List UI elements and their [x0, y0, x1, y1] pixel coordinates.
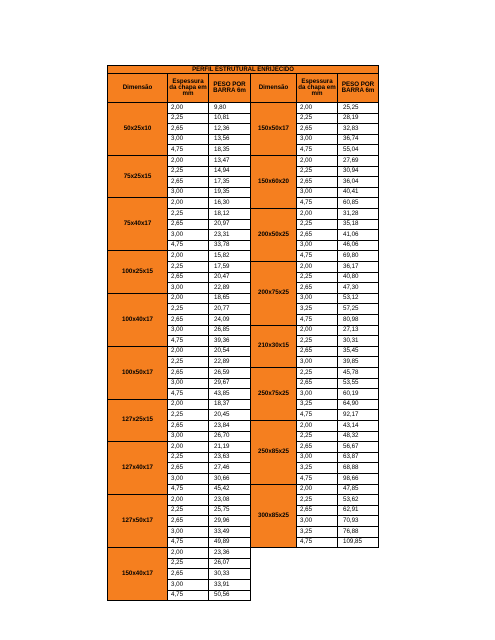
weight-cell-left: 23,08: [208, 494, 251, 506]
dimension-cell-left: 75x25x15: [107, 155, 168, 198]
thickness-cell-right: 2,25: [296, 335, 338, 347]
thickness-cell-right: 2,00: [296, 325, 338, 337]
weight-cell-right: 45,78: [337, 367, 379, 379]
thickness-cell-left: 3,00: [167, 282, 209, 294]
weight-cell-right: 69,80: [337, 250, 379, 262]
dimension-cell-right: 250x85x25: [250, 420, 297, 485]
dimension-cell-left: 100x25x15: [107, 250, 168, 293]
weight-cell-right: 68,88: [337, 462, 379, 474]
thickness-cell-right: 3,00: [296, 240, 338, 252]
weight-cell-left: 18,35: [208, 144, 251, 156]
thickness-cell-right: 3,00: [296, 356, 338, 368]
weight-cell-right: 27,69: [337, 155, 379, 167]
weight-cell-right: 92,17: [337, 409, 379, 421]
thickness-cell-right: 3,00: [296, 293, 338, 305]
weight-cell-left: 26,07: [208, 558, 251, 570]
thickness-cell-left: 2,25: [167, 113, 209, 125]
weight-cell-right: 25,25: [337, 102, 379, 114]
thickness-cell-right: 2,65: [296, 176, 338, 188]
thickness-cell-left: 2,65: [167, 462, 209, 474]
weight-cell-left: 23,84: [208, 420, 251, 432]
weight-cell-left: 20,54: [208, 346, 251, 358]
weight-cell-left: 14,94: [208, 166, 251, 178]
dimension-cell-right: 250x75x25: [250, 367, 297, 421]
weight-cell-left: 30,33: [208, 568, 251, 580]
weight-cell-left: 10,81: [208, 113, 251, 125]
weight-cell-left: 45,42: [208, 484, 251, 496]
thickness-cell-left: 2,65: [167, 515, 209, 527]
thickness-cell-right: 3,00: [296, 388, 338, 400]
weight-cell-left: 21,19: [208, 441, 251, 453]
weight-cell-right: 56,67: [337, 441, 379, 453]
thickness-cell-right: 2,00: [296, 261, 338, 273]
weight-cell-right: 40,41: [337, 187, 379, 199]
thickness-cell-right: 2,00: [296, 102, 338, 114]
thickness-cell-left: 3,00: [167, 187, 209, 199]
thickness-cell-right: 4,75: [296, 473, 338, 485]
weight-cell-right: 43,14: [337, 420, 379, 432]
weight-cell-left: 49,89: [208, 537, 251, 549]
weight-cell-left: 43,85: [208, 388, 251, 400]
thickness-cell-left: 2,25: [167, 505, 209, 517]
thickness-cell-left: 2,25: [167, 166, 209, 178]
weight-cell-left: 33,49: [208, 526, 251, 538]
weight-cell-right: 62,91: [337, 505, 379, 517]
weight-cell-right: 70,93: [337, 515, 379, 527]
thickness-cell-right: 4,75: [296, 144, 338, 156]
thickness-cell-right: 2,00: [296, 155, 338, 167]
thickness-cell-left: 3,00: [167, 229, 209, 241]
thickness-cell-left: 2,25: [167, 558, 209, 570]
weight-cell-left: 15,82: [208, 250, 251, 262]
dimension-cell-left: 127x50x17: [107, 494, 168, 548]
thickness-cell-right: 3,25: [296, 526, 338, 538]
thickness-cell-right: 3,25: [296, 462, 338, 474]
thickness-cell-left: 3,00: [167, 526, 209, 538]
thickness-cell-right: 2,65: [296, 123, 338, 135]
weight-cell-right: 46,06: [337, 240, 379, 252]
weight-cell-right: 35,18: [337, 219, 379, 231]
thickness-cell-left: 2,00: [167, 346, 209, 358]
thickness-cell-left: 2,65: [167, 176, 209, 188]
weight-cell-left: 25,75: [208, 505, 251, 517]
thickness-cell-right: 3,00: [296, 134, 338, 146]
thickness-cell-left: 2,65: [167, 314, 209, 326]
weight-cell-left: 29,96: [208, 515, 251, 527]
weight-cell-left: 16,30: [208, 197, 251, 209]
thickness-cell-left: 4,75: [167, 388, 209, 400]
thickness-cell-left: 2,25: [167, 303, 209, 315]
weight-cell-right: 47,85: [337, 484, 379, 496]
weight-cell-left: 18,12: [208, 208, 251, 220]
thickness-cell-left: 3,00: [167, 378, 209, 390]
thickness-cell-left: 4,75: [167, 484, 209, 496]
weight-cell-right: 109,85: [337, 537, 379, 549]
thickness-cell-left: 2,25: [167, 409, 209, 421]
header-dimension-right: Dimensão: [250, 73, 297, 103]
thickness-cell-left: 2,25: [167, 208, 209, 220]
weight-cell-right: 36,04: [337, 176, 379, 188]
weight-cell-left: 20,45: [208, 409, 251, 421]
dimension-cell-right: 150x50x17: [250, 102, 297, 156]
weight-cell-right: 64,90: [337, 399, 379, 411]
dimension-cell-right: 210x30x15: [250, 325, 297, 368]
weight-cell-left: 20,97: [208, 219, 251, 231]
weight-cell-right: 57,25: [337, 303, 379, 315]
dimension-cell-left: 100x40x17: [107, 293, 168, 347]
weight-cell-left: 12,36: [208, 123, 251, 135]
weight-cell-right: 35,45: [337, 346, 379, 358]
thickness-cell-left: 2,00: [167, 494, 209, 506]
weight-cell-right: 27,13: [337, 325, 379, 337]
thickness-cell-right: 2,25: [296, 219, 338, 231]
weight-cell-right: 60,19: [337, 388, 379, 400]
thickness-cell-left: 2,25: [167, 356, 209, 368]
weight-cell-left: 18,65: [208, 293, 251, 305]
thickness-cell-right: 3,00: [296, 452, 338, 464]
thickness-cell-right: 4,75: [296, 314, 338, 326]
weight-cell-left: 27,46: [208, 462, 251, 474]
thickness-cell-right: 2,65: [296, 378, 338, 390]
weight-cell-right: 36,17: [337, 261, 379, 273]
weight-cell-right: 47,30: [337, 282, 379, 294]
thickness-cell-right: 2,65: [296, 229, 338, 241]
thickness-cell-right: 4,75: [296, 197, 338, 209]
dimension-cell-right: 200x75x25: [250, 261, 297, 326]
weight-cell-left: 20,47: [208, 272, 251, 284]
thickness-cell-right: 3,25: [296, 303, 338, 315]
thickness-cell-left: 3,00: [167, 134, 209, 146]
weight-cell-left: 50,56: [208, 590, 251, 602]
weight-cell-right: 63,87: [337, 452, 379, 464]
thickness-cell-left: 2,65: [167, 272, 209, 284]
weight-cell-left: 17,35: [208, 176, 251, 188]
weight-cell-left: 20,77: [208, 303, 251, 315]
thickness-cell-left: 2,65: [167, 568, 209, 580]
thickness-cell-right: 2,25: [296, 494, 338, 506]
weight-cell-right: 41,06: [337, 229, 379, 241]
weight-cell-left: 17,59: [208, 261, 251, 273]
weight-cell-right: 28,19: [337, 113, 379, 125]
thickness-cell-left: 4,75: [167, 240, 209, 252]
thickness-cell-right: 2,65: [296, 282, 338, 294]
dimension-cell-left: 75x40x17: [107, 197, 168, 251]
thickness-cell-left: 2,65: [167, 367, 209, 379]
header-thickness-right: Espessura da chapa em mm: [296, 73, 338, 103]
weight-cell-left: 19,35: [208, 187, 251, 199]
thickness-cell-left: 2,25: [167, 452, 209, 464]
weight-cell-left: 18,37: [208, 399, 251, 411]
header-weight-left: PESO POR BARRA 6m: [208, 73, 251, 103]
weight-cell-left: 24,09: [208, 314, 251, 326]
thickness-cell-left: 2,65: [167, 219, 209, 231]
thickness-cell-left: 4,75: [167, 144, 209, 156]
weight-cell-right: 48,32: [337, 431, 379, 443]
weight-cell-right: 53,12: [337, 293, 379, 305]
weight-cell-right: 80,98: [337, 314, 379, 326]
weight-cell-right: 60,85: [337, 197, 379, 209]
dimension-cell-left: 150x40x17: [107, 547, 168, 601]
thickness-cell-left: 2,00: [167, 155, 209, 167]
thickness-cell-left: 2,65: [167, 123, 209, 135]
weight-cell-right: 53,55: [337, 378, 379, 390]
weight-cell-left: 39,36: [208, 335, 251, 347]
thickness-cell-left: 2,00: [167, 293, 209, 305]
weight-cell-right: 31,28: [337, 208, 379, 220]
weight-cell-left: 13,56: [208, 134, 251, 146]
thickness-cell-left: 3,00: [167, 325, 209, 337]
weight-cell-left: 9,80: [208, 102, 251, 114]
weight-cell-left: 30,66: [208, 473, 251, 485]
thickness-cell-left: 2,25: [167, 261, 209, 273]
header-weight-right: PESO POR BARRA 6m: [337, 73, 379, 103]
thickness-cell-left: 2,00: [167, 102, 209, 114]
thickness-cell-right: 4,75: [296, 537, 338, 549]
thickness-cell-right: 4,75: [296, 250, 338, 262]
thickness-cell-right: 3,00: [296, 515, 338, 527]
thickness-cell-left: 2,65: [167, 420, 209, 432]
thickness-cell-right: 3,00: [296, 187, 338, 199]
weight-cell-right: 98,66: [337, 473, 379, 485]
dimension-cell-left: 100x50x17: [107, 346, 168, 400]
weight-cell-left: 23,36: [208, 547, 251, 559]
thickness-cell-right: 2,25: [296, 166, 338, 178]
weight-cell-right: 30,31: [337, 335, 379, 347]
thickness-cell-left: 2,00: [167, 197, 209, 209]
weight-cell-left: 13,47: [208, 155, 251, 167]
thickness-cell-right: 2,65: [296, 441, 338, 453]
weight-cell-right: 36,74: [337, 134, 379, 146]
thickness-cell-left: 4,75: [167, 335, 209, 347]
thickness-cell-left: 3,00: [167, 473, 209, 485]
weight-cell-right: 32,83: [337, 123, 379, 135]
thickness-cell-right: 2,00: [296, 484, 338, 496]
weight-cell-left: 22,89: [208, 282, 251, 294]
dimension-cell-right: 200x50x25: [250, 208, 297, 262]
dimension-cell-right: 300x85x25: [250, 484, 297, 549]
weight-cell-right: 55,04: [337, 144, 379, 156]
thickness-cell-left: 2,00: [167, 547, 209, 559]
weight-cell-left: 29,67: [208, 378, 251, 390]
weight-cell-left: 26,70: [208, 431, 251, 443]
weight-cell-left: 26,59: [208, 367, 251, 379]
weight-cell-right: 40,80: [337, 272, 379, 284]
thickness-cell-right: 2,25: [296, 367, 338, 379]
table-title: PERFIL ESTRUTURAL ENRIJECIDO: [107, 65, 379, 74]
thickness-cell-right: 4,75: [296, 409, 338, 421]
header-thickness-left: Espessura da chapa em mm: [167, 73, 209, 103]
thickness-cell-right: 3,25: [296, 399, 338, 411]
thickness-cell-left: 2,00: [167, 250, 209, 262]
thickness-cell-left: 3,00: [167, 431, 209, 443]
thickness-cell-right: 2,65: [296, 505, 338, 517]
weight-cell-right: 53,62: [337, 494, 379, 506]
thickness-cell-right: 2,65: [296, 346, 338, 358]
thickness-cell-left: 4,75: [167, 537, 209, 549]
weight-cell-right: 76,88: [337, 526, 379, 538]
weight-cell-left: 23,63: [208, 452, 251, 464]
thickness-cell-left: 2,00: [167, 399, 209, 411]
weight-cell-left: 23,31: [208, 229, 251, 241]
thickness-cell-left: 3,00: [167, 579, 209, 591]
weight-cell-right: 30,94: [337, 166, 379, 178]
weight-cell-left: 33,78: [208, 240, 251, 252]
weight-cell-left: 26,85: [208, 325, 251, 337]
dimension-cell-left: 127x25x15: [107, 399, 168, 442]
thickness-cell-right: 2,25: [296, 431, 338, 443]
thickness-cell-left: 4,75: [167, 590, 209, 602]
weight-cell-left: 33,91: [208, 579, 251, 591]
thickness-cell-right: 2,00: [296, 420, 338, 432]
thickness-cell-right: 2,25: [296, 272, 338, 284]
header-dimension-left: Dimensão: [107, 73, 168, 103]
dimension-cell-left: 50x25x10: [107, 102, 168, 156]
thickness-cell-right: 2,25: [296, 113, 338, 125]
thickness-cell-left: 2,00: [167, 441, 209, 453]
thickness-cell-right: 2,00: [296, 208, 338, 220]
weight-cell-right: 39,85: [337, 356, 379, 368]
weight-cell-left: 22,89: [208, 356, 251, 368]
dimension-cell-right: 150x60x20: [250, 155, 297, 209]
dimension-cell-left: 127x40x17: [107, 441, 168, 495]
